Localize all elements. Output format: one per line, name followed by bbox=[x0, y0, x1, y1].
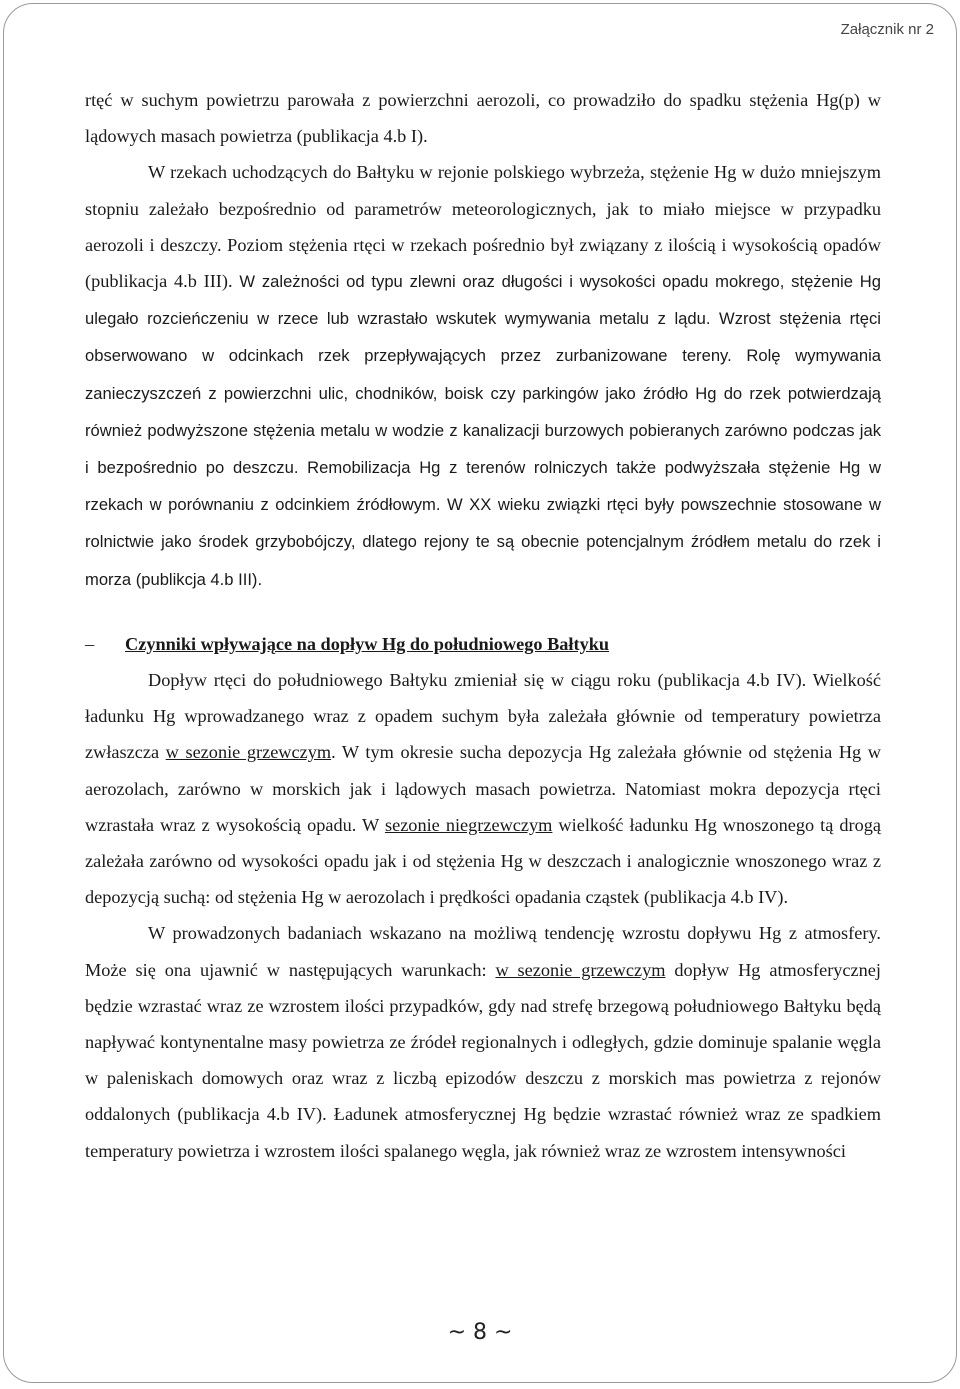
paragraph-3 bbox=[85, 662, 881, 915]
paragraph-2-part-2: W zależności od typu zlewni oraz długości i wysokości opadu mokrego, stężenie Hg ulegało rozcieńczeniu w rzece lub wzrastało wskutek wymywania metalu z lądu. Wzrost stężenia rtęci obserwowano w odcinkach rzek przepływających przez zurbanizowane tereny. Rolę wymywania zanieczyszczeń z powierzchni ulic, chodników, boisk czy parkingów jako źródło Hg do rzek potwierdzają również podwyższone stężenia metalu w wodzie z kanalizacji burzowych pobieranych zarówno podczas jak i bezpośrednio po deszczu. Remobilizacja Hg z terenów rolniczych także podwyższała stężenie Hg w rzekach w porównaniu z odcinkiem źródłowym. W XX wieku związki rtęci były powszechnie stosowane w rolnictwie jako środek grzybobójczy, dlatego rejony te są obecnie potencjalnym źródłem metalu do rzek i morza (publikcja 4.b III). bbox=[85, 272, 881, 589]
body-text bbox=[85, 82, 881, 1169]
attachment-label: Załącznik nr 2 bbox=[840, 21, 934, 38]
section-heading bbox=[85, 626, 881, 662]
heading-text: Czynniki wpływające na dopływ Hg do południowego Bałtyku bbox=[125, 633, 610, 654]
underlined-heating-season-2: w sezonie grzewczym bbox=[495, 959, 666, 980]
paragraph-1: rtęć w suchym powietrzu parowała z powierzchni aerozoli, co prowadziło do spadku stężenia Hg(p) w lądowych masach powietrza (publikacja 4.b I). bbox=[85, 90, 881, 147]
heading-dash: – bbox=[85, 633, 95, 654]
paragraph-4-part-1: W prowadzonych badaniach wskazano na możliwą tendencję wzrostu dopływu Hg z atmosfery. Może się ona ujawnić w następujących warunkach: bbox=[85, 923, 881, 980]
paragraph-2-part-1: W rzekach uchodzących do Bałtyku w rejonie polskiego wybrzeża, stężenie Hg w dużo mniejszym stopniu zależało bezpośrednio od parametrów meteorologicznych, jak to miało miejsce w przypadku aerozoli i deszczy. Poziom stężenia rtęci w rzekach pośrednio był związany z ilością i wysokością opadów (publikacja 4.b III). bbox=[85, 162, 881, 292]
paragraph-4 bbox=[85, 915, 881, 1168]
underlined-heating-season: w sezonie grzewczym bbox=[165, 742, 332, 763]
underlined-non-heating-season: sezonie niegrzewczym bbox=[384, 814, 553, 835]
paragraph-2 bbox=[85, 154, 881, 597]
paragraph-3-part-2: . W tym okresie sucha depozycja Hg zależała głównie od stężenia Hg w aerozolach, zarówno w morskich jak i lądowych masach powietrza. Natomiast mokra depozycja rtęci wzrastała wraz z wysokością opadu. W bbox=[85, 742, 881, 835]
paragraph-3-part-3: wielkość ładunku Hg wnoszonego tą drogą zależała zarówno od wysokości opadu jak i od stężenia Hg w deszczach i analogicznie wnoszonego wraz z depozycją suchą: od stężenia Hg w aerozolach i prędkości opadania cząstek (publikacja 4.b IV). bbox=[85, 814, 882, 908]
document-page bbox=[3, 3, 957, 1383]
paragraph-3-part-1: Dopływ rtęci do południowego Bałtyku zmieniał się w ciągu roku (publikacja 4.b IV). Wielkość ładunku Hg wprowadzanego wraz z opadem suchym była zależała głównie od temperatury powietrza zwłaszcza bbox=[85, 670, 881, 763]
paragraph-4-part-2: dopływ Hg atmosferycznej będzie wzrastać wraz ze wzrostem ilości przypadków, gdy nad strefę brzegową południowego Bałtyku będą napływać kontynentalne masy powietrza ze źródeł regionalnych i odległych, gdzie dominuje spalanie węgla w paleniskach domowych oraz wraz z liczbą epizodów deszczu z morskich mas powietrza z rejonów oddalonych (publikacja 4.b IV). Ładunek atmosferycznej Hg będzie wzrastać również wraz ze spadkiem temperatury powietrza i wzrostem ilości spalanego węgla, jak również wraz ze wzrostem intensywności bbox=[85, 959, 881, 1161]
page-number: ~ 8 ~ bbox=[447, 1320, 513, 1345]
